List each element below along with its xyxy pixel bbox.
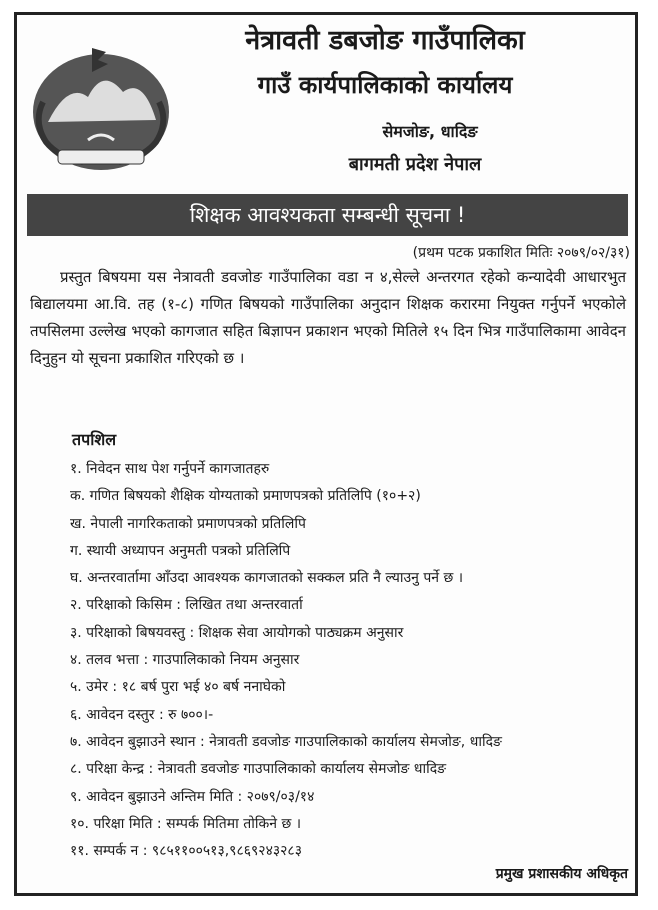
list-item: २. परिक्षाको किसिम : लिखित तथा अन्तरवार्ता: [70, 597, 303, 614]
list-item: ८. परिक्षा केन्द्र : नेत्रावती डवजोङ गाउपालिकाको कार्यालय सेमजोङ धादिङ: [70, 761, 447, 778]
office-location: सेमजोङ, धादिङ: [382, 122, 478, 141]
notice-title: शिक्षक आवश्यकता सम्बन्धी सूचना !: [27, 194, 628, 236]
nepal-emblem-icon: [28, 42, 174, 174]
notice-body: प्रस्तुत बिषयमा यस नेत्रावती डवजोङ गाउँपालिका वडा न ४,सेल्ले अन्तरगत रहेको कन्यादेवी आधारभुत बिद्यालयमा आ.वि. तह (१-८) गणित बिषयको गाउँपालिका अनुदान शिक्षक करारमा नियुक्त गर्नुपर्ने भएकोले तपसिलमा उल्लेख भएको कागजात सहित बिज्ञापन प्रकाशन भएको मितिले १५ दिन भित्र गाउँपालिकामा आवेदन दिनुहुन यो सूचना प्रकाशित गरिएको छ ।: [30, 268, 626, 367]
detail-list: [70, 456, 630, 865]
list-item: ११. सम्पर्क न : ९८५११००५१३,९८६९२४३२८३: [70, 843, 302, 860]
list-item: ख. नेपाली नागरिकताको प्रमाणपत्रको प्रतिलिपि: [70, 515, 306, 532]
signatory: प्रमुख प्रशासकीय अधिकृत: [495, 866, 628, 882]
section-title: तपशिल: [72, 430, 117, 449]
list-item: ५. उमेर : १८ बर्ष पुरा भई ४० बर्ष ननाघेको: [70, 679, 286, 696]
list-item: १. निवेदन साथ पेश गर्नुपर्ने कागजातहरु: [70, 461, 270, 477]
list-item: घ. अन्तरवार्तामा आँउदा आवश्यक कागजातको सक्कल प्रति नै ल्याउनु पर्ने छ ।: [70, 570, 464, 587]
list-item: ९. आवेदन बुझाउने अन्तिम मिति : २०७९/०३/१४: [70, 788, 315, 805]
list-item: ग. स्थायी अध्यापन अनुमती पत्रको प्रतिलिपि: [70, 542, 291, 559]
org-name: नेत्रावती डबजोङ गाउँपालिका: [245, 25, 525, 56]
published-date: (प्रथम पटक प्रकाशित मितिः २०७९/०२/३१): [412, 245, 630, 261]
list-item: १०. परिक्षा मिति : सम्पर्क मितिमा तोकिने छ ।: [70, 815, 302, 832]
province-name: बागमती प्रदेश नेपाल: [348, 154, 482, 175]
list-item: ६. आवेदन दस्तुर : रु ७००।-: [70, 706, 214, 723]
list-item: ७. आवेदन बुझाउने स्थान : नेत्रावती डवजोङ गाउपालिकाको कार्यालय सेमजोङ, धादिङ: [70, 733, 502, 750]
list-item: क. गणित बिषयको शैक्षिक योग्यताको प्रमाणपत्रको प्रतिलिपि (१०+२): [70, 488, 421, 505]
office-name: गाउँ कार्यपालिकाको कार्यालय: [257, 71, 513, 99]
list-item: ४. तलव भत्ता : गाउपालिकाको नियम अनुसार: [70, 652, 300, 669]
list-item: ३. परिक्षाको बिषयवस्तु : शिक्षक सेवा आयोगको पाठ्यक्रम अनुसार: [70, 624, 404, 641]
